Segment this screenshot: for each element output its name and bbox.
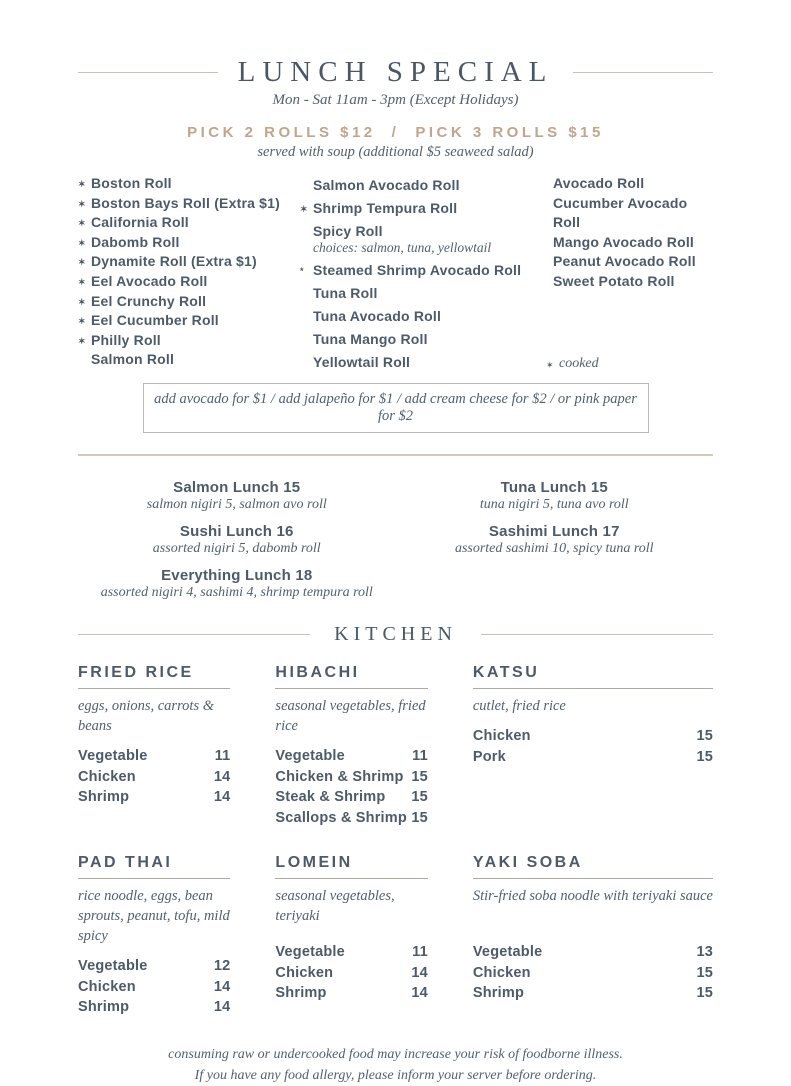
item-price: 11 <box>412 944 428 961</box>
cooked-star-icon: ✶ <box>78 276 86 287</box>
roll-label: Salmon Roll <box>91 351 175 368</box>
section-title: KATSU <box>473 664 713 689</box>
menu-row <box>473 983 713 1004</box>
section-desc: rice noodle, eggs, bean sprouts, peanut, tofu, mild spicy <box>78 888 230 945</box>
cooked-star-icon <box>300 329 313 352</box>
allergy-disclaimer <box>78 1044 713 1086</box>
roll-label: Avocado Roll <box>553 175 645 191</box>
roll-item <box>300 259 540 282</box>
roll-label: Tuna Roll <box>313 285 378 302</box>
roll-label: Peanut Avocado Roll <box>553 253 696 270</box>
rolls-column-3 <box>540 174 713 373</box>
section-desc: seasonal vegetables, fried rice <box>275 698 426 735</box>
roll-item <box>78 331 300 351</box>
item-price: 15 <box>411 789 428 806</box>
menu-row <box>78 767 230 788</box>
cooked-legend <box>546 356 713 372</box>
combo-item <box>396 523 714 557</box>
section-desc: eggs, onions, carrots & beans <box>78 698 215 735</box>
item-price: 14 <box>213 978 231 995</box>
roll-item <box>540 272 713 292</box>
combo-item <box>78 479 396 513</box>
menu-row <box>275 983 427 1004</box>
section-fried-rice <box>78 664 230 828</box>
roll-item <box>78 292 300 312</box>
cooked-star-icon <box>78 351 91 371</box>
roll-label: Dabomb Roll <box>91 233 180 250</box>
cooked-star-icon <box>540 195 553 234</box>
item-name: Chicken <box>472 728 531 745</box>
spicy-roll-choices: choices: salmon, tuna, yellowtail <box>313 240 492 256</box>
item-price: 15 <box>696 985 713 1002</box>
combo-desc: tuna nigiri 5, tuna avo roll <box>479 497 629 513</box>
cooked-star-icon <box>540 175 553 195</box>
section-pad-thai <box>78 854 230 1018</box>
cooked-legend-label: cooked <box>559 355 599 371</box>
kitchen-rule-right <box>481 634 713 635</box>
combo-desc: assorted nigiri 5, dabomb roll <box>152 541 321 557</box>
disclaimer-line-1: consuming raw or undercooked food may increase your risk of foodborne illness. <box>168 1046 623 1062</box>
roll-label: Cucumber Avocado Roll <box>553 194 688 231</box>
roll-label: Salmon Avocado Roll <box>313 177 460 193</box>
roll-label: California Roll <box>91 214 189 231</box>
menu-row <box>275 787 427 808</box>
cooked-star-icon <box>300 221 313 244</box>
menu-row <box>473 747 713 768</box>
kitchen-sections <box>78 664 713 1018</box>
roll-item <box>78 311 300 331</box>
roll-item <box>540 252 713 272</box>
combo-desc: assorted nigiri 4, sashimi 4, shrimp tempura roll <box>100 585 373 601</box>
item-price: 12 <box>213 958 231 975</box>
combo-item <box>78 567 396 601</box>
offer-pick3: PICK 3 ROLLS $15 <box>415 124 604 141</box>
section-desc: cutlet, fried rice <box>472 698 566 715</box>
roll-item <box>540 233 713 253</box>
menu-row <box>473 726 713 747</box>
cooked-star-icon: ✶ <box>78 335 86 346</box>
item-name: Shrimp <box>472 985 525 1002</box>
item-name: Chicken & Shrimp <box>275 768 404 785</box>
cooked-star-icon: ✶ <box>78 296 86 307</box>
roll-label: Yellowtail Roll <box>313 353 411 370</box>
rolls-list <box>78 174 713 373</box>
combos-column-right <box>396 479 714 611</box>
roll-item <box>300 220 540 243</box>
cooked-star-icon <box>300 306 313 329</box>
section-title: FRIED RICE <box>78 664 230 689</box>
roll-label: Eel Cucumber Roll <box>91 312 219 329</box>
item-price: 11 <box>214 748 231 765</box>
offer-separator: / <box>391 124 400 141</box>
item-price: 15 <box>696 728 713 745</box>
kitchen-rule-left <box>78 634 310 635</box>
section-lomein <box>275 854 427 1018</box>
combo-name: Salmon Lunch 15 <box>173 479 301 497</box>
item-price: 14 <box>213 999 231 1016</box>
cooked-star-icon: ✶ <box>78 316 86 327</box>
item-name: Steak & Shrimp <box>275 789 386 806</box>
menu-row <box>275 963 427 984</box>
roll-label: Boston Bays Roll (Extra $1) <box>91 194 280 211</box>
addons-box: add avocado for $1 / add jalapeño for $1 / add cream cheese for $2 / or pink paper for $2 <box>143 383 649 433</box>
cooked-star-icon: * <box>300 266 304 277</box>
combo-desc: assorted sashimi 10, spicy tuna roll <box>454 541 654 557</box>
roll-label: Shrimp Tempura Roll <box>313 199 458 216</box>
section-desc: seasonal vegetables, teriyaki <box>275 888 395 925</box>
roll-label: Tuna Mango Roll <box>313 330 428 347</box>
rolls-column-2 <box>300 174 540 373</box>
menu-row <box>275 942 427 963</box>
item-name: Pork <box>472 748 506 765</box>
section-yaki-soba <box>473 854 713 1018</box>
roll-item <box>300 328 540 351</box>
roll-label: Spicy Roll <box>313 222 383 239</box>
combo-name: Tuna Lunch 15 <box>500 479 608 497</box>
cooked-star-icon <box>300 352 313 375</box>
section-katsu <box>473 664 713 828</box>
section-title: LOMEIN <box>275 854 427 879</box>
section-hibachi <box>275 664 427 828</box>
cooked-star-icon: ✶ <box>300 203 308 214</box>
roll-item <box>78 213 300 233</box>
roll-item <box>300 351 540 374</box>
offer-note: served with soup (additional $5 seaweed salad) <box>257 144 534 160</box>
section-title: HIBACHI <box>275 664 427 689</box>
item-price: 15 <box>411 809 428 826</box>
roll-offer <box>78 124 713 141</box>
cooked-star-icon: ✶ <box>78 198 86 209</box>
item-name: Scallops & Shrimp <box>275 809 407 826</box>
section-divider <box>78 454 713 456</box>
combos-column-left <box>78 479 396 611</box>
roll-item <box>300 174 540 197</box>
roll-item <box>540 174 713 194</box>
cooked-star-icon <box>300 283 313 306</box>
menu-row <box>78 956 230 977</box>
page-title: LUNCH SPECIAL <box>237 56 554 88</box>
kitchen-title: KITCHEN <box>334 623 457 646</box>
roll-label: Steamed Shrimp Avocado Roll <box>313 262 522 279</box>
roll-item <box>300 305 540 328</box>
item-name: Chicken <box>275 964 334 981</box>
roll-item <box>300 197 540 220</box>
roll-item <box>78 194 300 214</box>
roll-item <box>540 194 713 233</box>
item-name: Vegetable <box>78 748 148 765</box>
section-desc: Stir-fried soba noodle with teriyaki sauce <box>472 888 713 905</box>
cooked-star-icon: ✶ <box>546 359 554 370</box>
item-name: Vegetable <box>472 944 543 961</box>
item-name: Vegetable <box>275 944 345 961</box>
offer-pick2: PICK 2 ROLLS $12 <box>187 124 376 141</box>
roll-label: Eel Avocado Roll <box>91 272 208 289</box>
section-title: PAD THAI <box>78 854 230 879</box>
roll-label: Eel Crunchy Roll <box>91 292 207 309</box>
roll-item <box>78 252 300 272</box>
menu-row <box>473 942 713 963</box>
roll-item <box>78 233 300 253</box>
roll-label: Tuna Avocado Roll <box>313 307 442 324</box>
cooked-star-icon: ✶ <box>78 218 86 229</box>
roll-label: Boston Roll <box>91 175 172 191</box>
item-name: Vegetable <box>275 748 345 765</box>
menu-row <box>275 767 427 788</box>
item-name: Vegetable <box>78 958 148 975</box>
item-name: Chicken <box>78 978 136 995</box>
cooked-star-icon <box>540 234 553 254</box>
item-name: Shrimp <box>275 985 327 1002</box>
cooked-star-icon: ✶ <box>78 179 86 189</box>
menu-row <box>78 746 230 767</box>
item-price: 15 <box>696 964 713 981</box>
item-price: 13 <box>696 944 713 961</box>
header-rule-right <box>573 72 713 73</box>
rolls-column-1 <box>78 174 300 373</box>
lunch-special-header <box>78 56 713 89</box>
menu-row <box>78 977 230 998</box>
item-name: Chicken <box>78 768 136 785</box>
cooked-star-icon: ✶ <box>78 257 86 268</box>
disclaimer-line-2: If you have any food allergy, please inform your server before ordering. <box>194 1067 597 1083</box>
menu-row <box>78 787 230 808</box>
menu-row <box>275 808 427 829</box>
kitchen-header <box>78 623 713 646</box>
item-price: 11 <box>412 748 428 765</box>
roll-item <box>300 282 540 305</box>
roll-label: Dynamite Roll (Extra $1) <box>91 253 257 270</box>
item-price: 14 <box>411 985 428 1002</box>
combo-desc: salmon nigiri 5, salmon avo roll <box>146 497 327 513</box>
item-name: Chicken <box>472 964 531 981</box>
item-price: 14 <box>411 964 428 981</box>
item-name: Shrimp <box>78 789 130 806</box>
roll-label: Philly Roll <box>91 331 161 348</box>
menu-row <box>473 963 713 984</box>
item-price: 14 <box>213 768 231 785</box>
lunch-combos <box>78 479 713 611</box>
combo-name: Sashimi Lunch 17 <box>488 523 620 541</box>
roll-label: Mango Avocado Roll <box>553 233 695 250</box>
header-rule-left <box>78 72 218 73</box>
menu-row <box>78 997 230 1018</box>
combo-item <box>78 523 396 557</box>
cooked-star-icon <box>540 273 553 293</box>
item-name: Shrimp <box>78 999 130 1016</box>
cooked-star-icon <box>300 175 313 198</box>
cooked-star-icon: ✶ <box>78 237 86 248</box>
roll-label: Sweet Potato Roll <box>553 272 675 289</box>
item-price: 15 <box>411 768 428 785</box>
combo-name: Sushi Lunch 16 <box>179 523 294 541</box>
roll-item <box>78 350 300 370</box>
combo-name: Everything Lunch 18 <box>161 567 313 585</box>
roll-item <box>78 272 300 292</box>
combo-item <box>396 479 714 513</box>
roll-item <box>78 174 300 194</box>
item-price: 14 <box>213 789 231 806</box>
item-price: 15 <box>696 748 713 765</box>
section-title: YAKI SOBA <box>473 854 713 879</box>
hours-subtitle: Mon - Sat 11am - 3pm (Except Holidays) <box>272 92 519 108</box>
cooked-star-icon <box>540 253 553 273</box>
menu-row <box>275 746 427 767</box>
